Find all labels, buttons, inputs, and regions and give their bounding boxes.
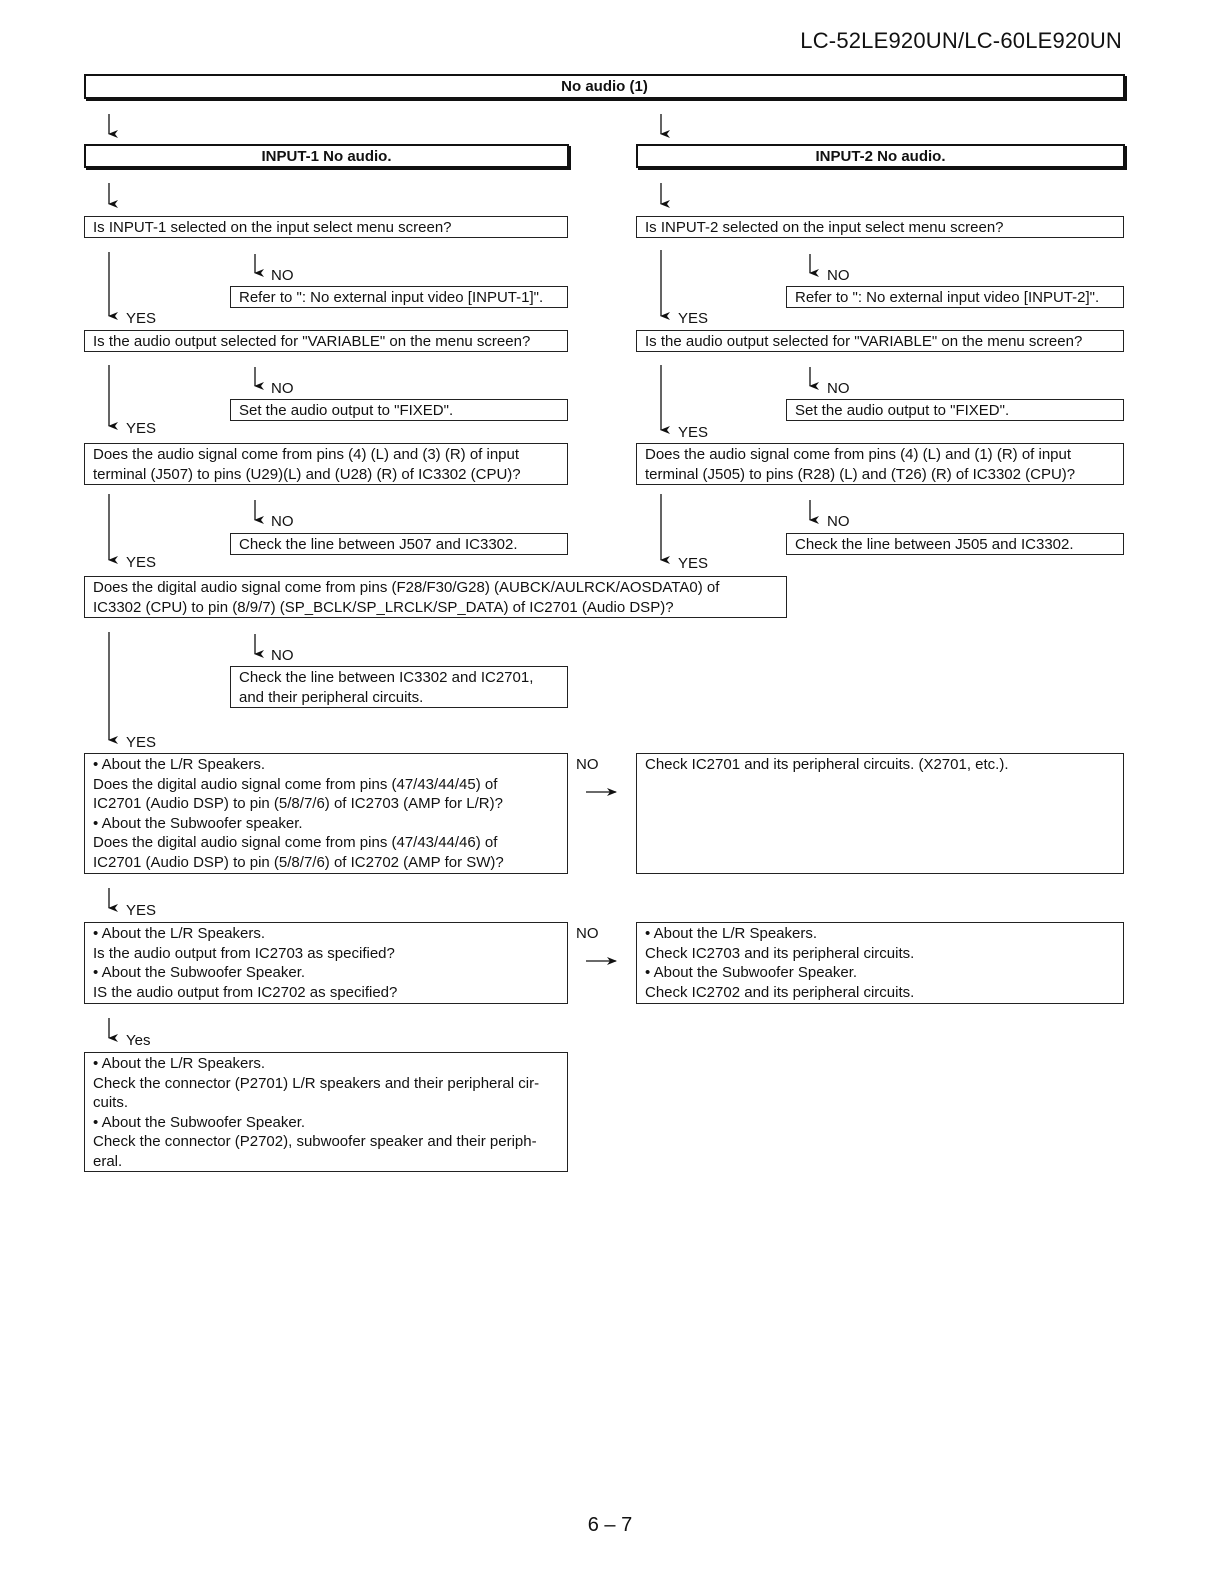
text-line: • About the Subwoofer Speaker.	[93, 1113, 306, 1131]
model-number: LC-52LE920UN/LC-60LE920UN	[800, 28, 1122, 53]
input2-header: INPUT-2 No audio.	[636, 144, 1125, 168]
input2-check-line-action: Check the line between J505 and IC3302.	[786, 533, 1124, 555]
no-label: NO	[271, 267, 294, 284]
yes-label: YES	[678, 310, 709, 327]
yes-label: YES	[126, 420, 157, 437]
no-label: NO	[576, 756, 599, 773]
text-line: cuits.	[93, 1094, 129, 1112]
text-line: IC3302 (CPU) to pin (8/9/7) (SP_BCLK/SP_LRCLK/SP_DATA) of IC2701 (Audio DSP)?	[93, 598, 674, 616]
dsp-check-action: Check IC2701 and its peripheral circuits. (X2701, etc.).	[636, 753, 1124, 874]
text-line: Does the audio signal come from pins (4) (L) and (3) (R) of input	[93, 446, 520, 463]
input2-refer-action: Refer to ": No external input video [INPUT-2]".	[786, 286, 1124, 308]
no-label: NO	[271, 380, 294, 397]
text-line: • About the Subwoofer Speaker.	[93, 964, 306, 982]
digital-check-action	[230, 666, 568, 708]
input1-refer-action: Refer to ": No external input video [INPUT-1]".	[230, 286, 568, 308]
text-line: • About the Subwoofer Speaker.	[645, 964, 858, 982]
input1-header: INPUT-1 No audio.	[84, 144, 569, 168]
text-line: Check IC2702 and its peripheral circuits.	[645, 983, 915, 1001]
text-line: Does the audio signal come from pins (4) (L) and (1) (R) of input	[645, 446, 1072, 463]
text-line: • About the L/R Speakers.	[93, 756, 266, 773]
page-title: No audio (1)	[84, 74, 1125, 99]
text-line: Does the digital audio signal come from pins (47/43/44/45) of	[93, 775, 498, 793]
amp-output-question	[84, 922, 568, 1004]
input2-signal-question	[636, 443, 1124, 485]
text-line: terminal (J507) to pins (U29)(L) and (U28) (R) of IC3302 (CPU)?	[93, 465, 521, 483]
input1-selected-question: Is INPUT-1 selected on the input select menu screen?	[84, 216, 568, 238]
input2-selected-question: Is INPUT-2 selected on the input select menu screen?	[636, 216, 1124, 238]
yes-label: YES	[678, 424, 709, 441]
no-label: NO	[827, 380, 850, 397]
no-label: NO	[576, 925, 599, 942]
text-line: and their peripheral circuits.	[239, 688, 424, 706]
text-line: IC2701 (Audio DSP) to pin (5/8/7/6) of IC2702 (AMP for SW)?	[93, 853, 504, 871]
yes-label: YES	[126, 734, 157, 751]
text-line: • About the L/R Speakers.	[645, 925, 818, 942]
no-label: NO	[827, 513, 850, 530]
input2-variable-question: Is the audio output selected for "VARIABLE" on the menu screen?	[636, 330, 1124, 352]
text-line: Is the audio output from IC2703 as specified?	[93, 944, 395, 962]
text-line: eral.	[93, 1152, 123, 1170]
input1-signal-question	[84, 443, 568, 485]
yes-label: YES	[126, 902, 157, 919]
text-line: Check the connector (P2702), subwoofer speaker and their periph-	[93, 1133, 537, 1151]
yes-label: YES	[126, 554, 157, 571]
text-line: IC2701 (Audio DSP) to pin (5/8/7/6) of IC2703 (AMP for L/R)?	[93, 795, 503, 813]
text-line: Check the line between IC3302 and IC2701,	[239, 669, 534, 686]
input1-variable-question: Is the audio output selected for "VARIABLE" on the menu screen?	[84, 330, 568, 352]
yes-label: Yes	[126, 1032, 151, 1049]
connector-check-action	[84, 1052, 568, 1172]
text-line: • About the L/R Speakers.	[93, 925, 266, 942]
dsp-question	[84, 753, 568, 874]
input1-fixed-action: Set the audio output to "FIXED".	[230, 399, 568, 421]
text-line: terminal (J505) to pins (R28) (L) and (T26) (R) of IC3302 (CPU)?	[645, 465, 1076, 483]
text-line: Does the digital audio signal come from pins (F28/F30/G28) (AUBCK/AULRCK/AOSDATA0) of	[93, 579, 720, 596]
no-label: NO	[271, 513, 294, 530]
yes-label: YES	[126, 310, 157, 327]
no-label: NO	[827, 267, 850, 284]
amp-check-action	[636, 922, 1124, 1004]
text-line: Check IC2703 and its peripheral circuits.	[645, 944, 915, 962]
text-line: • About the L/R Speakers.	[93, 1055, 266, 1072]
no-label: NO	[271, 647, 294, 664]
digital-audio-question	[84, 576, 787, 618]
text-line: IS the audio output from IC2702 as specified?	[93, 983, 398, 1001]
page-number: 6 – 7	[587, 1514, 633, 1536]
text-line: Does the digital audio signal come from pins (47/43/44/46) of	[93, 834, 498, 852]
input2-fixed-action: Set the audio output to "FIXED".	[786, 399, 1124, 421]
text-line: • About the Subwoofer speaker.	[93, 814, 303, 832]
text-line: Check the connector (P2701) L/R speakers and their peripheral cir-	[93, 1074, 540, 1092]
yes-label: YES	[678, 555, 709, 572]
input1-check-line-action: Check the line between J507 and IC3302.	[230, 533, 568, 555]
